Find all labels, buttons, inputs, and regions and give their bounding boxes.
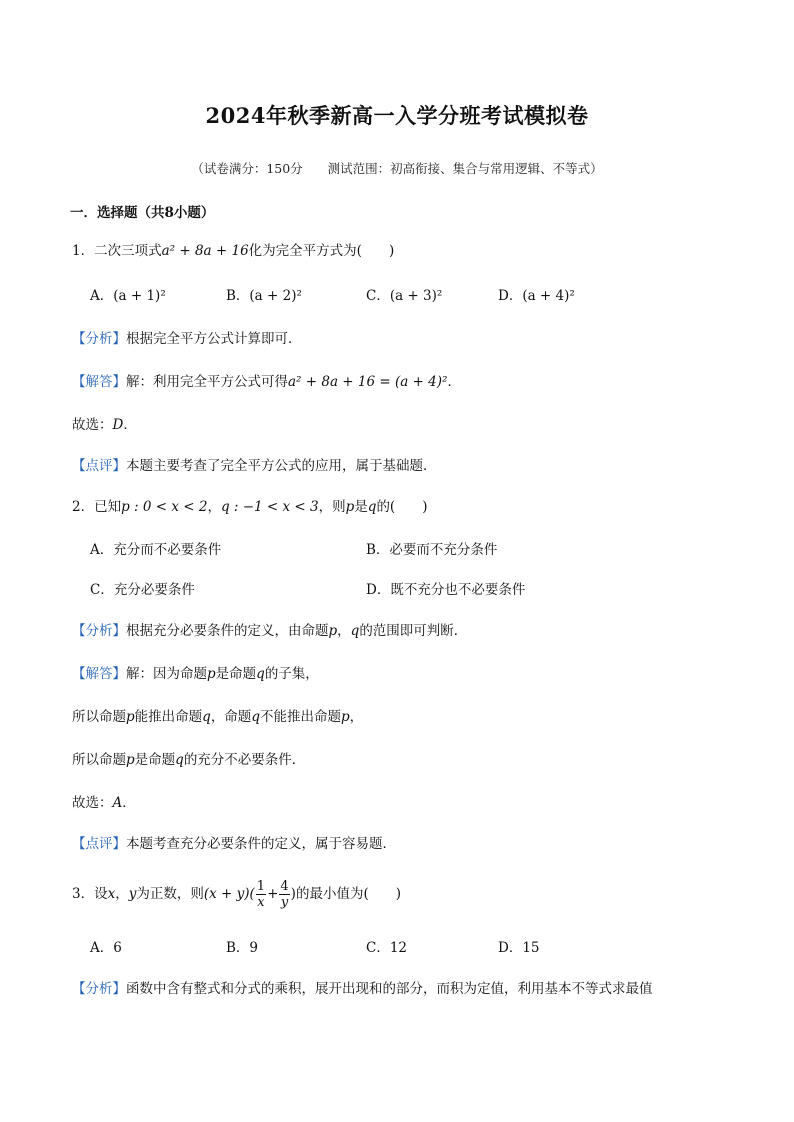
q3-analysis-text: 函数中含有整式和分式的乘积，展开出现和的部分，而积为定值，利用基本不等式求最值 xyxy=(126,981,653,997)
q2-answer: A xyxy=(112,795,123,811)
q3-f2-denominator: y xyxy=(280,895,289,910)
analysis-label: 【分析】 xyxy=(72,623,126,639)
q3-option-b: B．9 xyxy=(226,940,259,956)
q1-option-d: D．(a + 4)² xyxy=(498,288,575,304)
q1-choose xyxy=(72,416,137,434)
q2-analysis-text-b: ， xyxy=(337,623,351,639)
q2-sol2-p: p xyxy=(126,709,135,725)
q2-solution-line-1 xyxy=(72,665,319,683)
section-heading: 一．选择题（共8小题） xyxy=(70,205,215,221)
q1-analysis-text: 根据完全平方公式计算即可． xyxy=(126,331,302,347)
q2-option-b: B．必要而不充分条件 xyxy=(366,542,498,558)
q2-q: q xyxy=(367,499,377,515)
q2-comment-text: 本题考查充分必要条件的定义，属于容易题． xyxy=(126,836,396,852)
q2-p-condition: p : 0 < x < 2 xyxy=(121,499,208,515)
q2-analysis xyxy=(72,622,467,640)
q2-solution-line-3 xyxy=(72,751,305,769)
q2-option-a: A．充分而不必要条件 xyxy=(90,542,222,558)
q2-answer-end: ． xyxy=(122,795,136,811)
solution-label: 【解答】 xyxy=(72,666,126,682)
q2-sol3-b: 是命题 xyxy=(134,752,176,768)
q3-expr-close: ) xyxy=(290,886,296,902)
question-1 xyxy=(72,242,394,260)
q3-plus: + xyxy=(267,886,279,902)
q2-sol3-a: 所以命题 xyxy=(72,752,126,768)
q1-option-c: C．(a + 3)² xyxy=(366,288,443,304)
q2-option-c: C．充分必要条件 xyxy=(90,582,195,598)
q1-option-a: A．(a + 1)² xyxy=(90,288,166,304)
q2-stem-suffix: 的( ) xyxy=(376,499,428,515)
q2-q-condition: q : −1 < x < 3 xyxy=(220,499,319,515)
q1-choose-label: 故选： xyxy=(72,417,113,433)
q2-sol3-c: 的充分不必要条件． xyxy=(183,752,306,768)
q2-sol2-e: ， xyxy=(349,709,364,725)
q3-stem-mid: 为正数，则 xyxy=(136,886,204,902)
q3-fraction-1 xyxy=(256,879,266,910)
question-2 xyxy=(72,498,427,516)
q2-analysis-text-c: 的范围即可判断． xyxy=(359,623,468,639)
q1-option-b: B．(a + 2)² xyxy=(226,288,302,304)
q2-sol1-a: 解：因为命题 xyxy=(126,666,207,682)
q1-analysis xyxy=(72,330,302,348)
q1-solution xyxy=(72,373,461,391)
q3-fraction-2 xyxy=(279,879,289,910)
page-title: 2024年秋季新高一入学分班考试模拟卷 xyxy=(205,103,589,128)
q3-analysis xyxy=(72,980,653,998)
solution-label: 【解答】 xyxy=(72,374,126,390)
q1-solution-expression: a² + 8a + 16 = (a + 4)² xyxy=(288,374,448,390)
q2-sol1-c: 的子集， xyxy=(264,666,319,682)
q3-y: y xyxy=(128,886,137,902)
q2-analysis-p: p xyxy=(328,623,338,639)
q2-solution-line-2 xyxy=(72,708,363,726)
q2-sol2-b: 能推出命题 xyxy=(134,709,203,725)
q2-sol2-q: q xyxy=(202,709,211,725)
q2-choose-label: 故选： xyxy=(72,795,113,811)
q1-comment xyxy=(72,457,437,475)
q3-option-a: A．6 xyxy=(90,940,122,956)
q2-sol1-b: 是命题 xyxy=(215,666,257,682)
q3-f1-denominator: x xyxy=(257,895,265,910)
q2-p: p xyxy=(345,499,355,515)
q1-stem-suffix: 化为完全平方式为( ) xyxy=(248,243,395,259)
q2-sol3-q: q xyxy=(175,752,184,768)
q2-sol2-p2: p xyxy=(340,709,350,725)
q3-expr-open: (x + y)( xyxy=(203,886,255,902)
q2-comment xyxy=(72,835,396,853)
analysis-label: 【分析】 xyxy=(72,981,126,997)
q1-expression: a² + 8a + 16 xyxy=(161,243,249,259)
q2-stem-prefix: 2．已知 xyxy=(72,499,122,515)
q3-stem-prefix: 3．设 xyxy=(72,886,108,902)
q3-f2-numerator: 4 xyxy=(280,879,289,894)
q1-comment-text: 本题主要考查了完全平方公式的应用，属于基础题． xyxy=(126,458,437,474)
analysis-label: 【分析】 xyxy=(72,331,126,347)
comment-label: 【点评】 xyxy=(72,836,126,852)
q2-sol2-a: 所以命题 xyxy=(72,709,126,725)
q1-solution-text: 解：利用完全平方公式可得 xyxy=(126,374,288,390)
q1-answer-end: ． xyxy=(123,417,137,433)
q3-option-c: C．12 xyxy=(366,940,408,956)
exam-info: （试卷满分：150分 测试范围：初高衔接、集合与常用逻辑、不等式） xyxy=(191,161,603,176)
q2-sol1-q: q xyxy=(256,666,265,682)
comment-label: 【点评】 xyxy=(72,458,126,474)
q2-sol3-p: p xyxy=(126,752,135,768)
question-3 xyxy=(72,875,401,913)
q2-is: 是 xyxy=(354,499,368,515)
q2-sol1-p: p xyxy=(207,666,216,682)
q2-sol2-d: 不能推出命题 xyxy=(259,709,341,725)
q2-analysis-q: q xyxy=(350,623,360,639)
q3-option-d: D．15 xyxy=(498,940,540,956)
q2-sol2-q2: q xyxy=(251,709,260,725)
q1-solution-end: ． xyxy=(447,374,461,390)
q2-option-d: D．既不充分也不必要条件 xyxy=(366,582,526,598)
q2-choose xyxy=(72,794,136,812)
q2-sol2-c: ，命题 xyxy=(210,709,252,725)
q2-stem-mid: ，则 xyxy=(318,499,346,515)
q2-separator: ， xyxy=(207,499,221,515)
q1-answer: D xyxy=(112,417,124,433)
q2-analysis-text-a: 根据充分必要条件的定义，由命题 xyxy=(126,623,329,639)
q3-x: x xyxy=(107,886,116,902)
q3-separator: ， xyxy=(115,886,129,902)
q3-f1-numerator: 1 xyxy=(256,879,266,894)
q3-stem-suffix: 的最小值为( ) xyxy=(295,886,401,902)
q1-stem-prefix: 1．二次三项式 xyxy=(72,243,162,259)
